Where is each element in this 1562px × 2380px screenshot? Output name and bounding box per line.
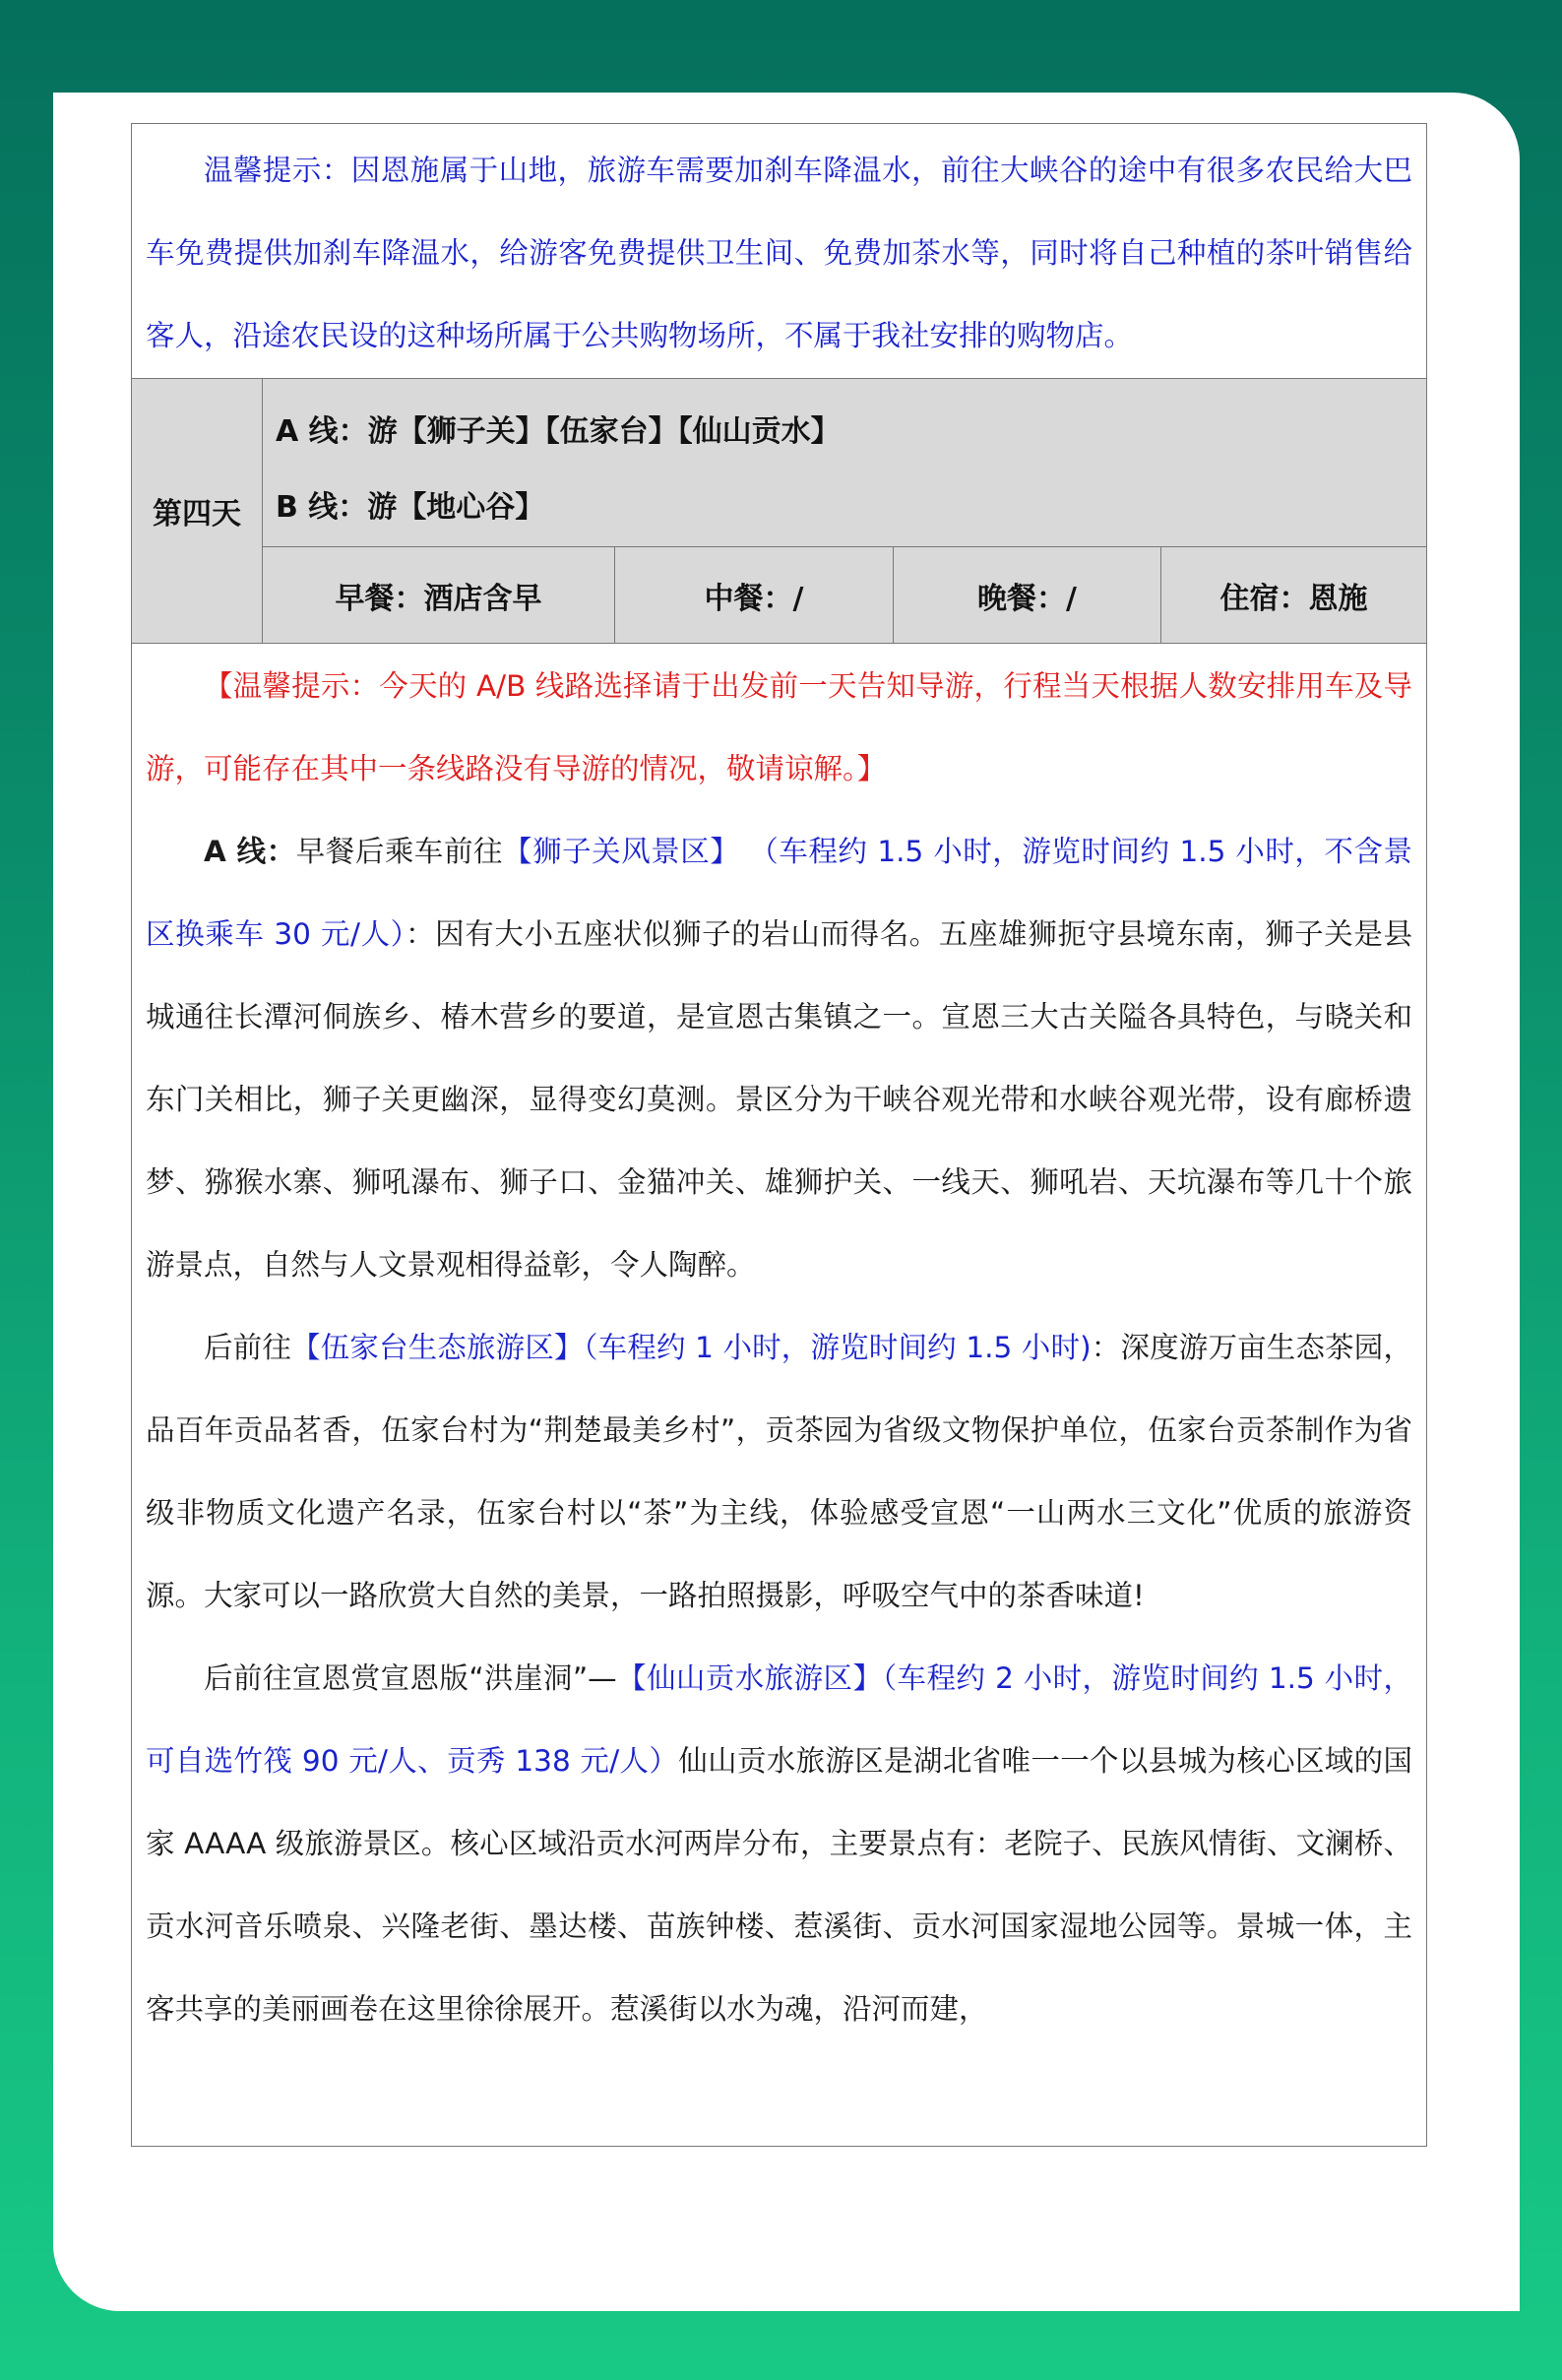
itinerary-table xyxy=(131,123,1427,2147)
trip-info: （车程约 2 小时，游览时间约 1.5 小时，可自选竹筏 90 元/人、贡秀 138 元/人） xyxy=(146,1661,1412,1778)
day-label: 第四天 xyxy=(132,379,263,643)
notice-section xyxy=(132,124,1426,379)
day-content xyxy=(132,644,1426,2146)
paragraph-wujiatai xyxy=(146,1306,1412,1637)
body-text: ：深度游万亩生态茶园，品百年贡品茗香，伍家台村为“荆楚最美乡村”，贡茶园为省级文物保护单位，伍家台贡茶制作为省级非物质文化遗产名录，伍家台村以“茶”为主线，体验感受宣恩“一山两水三文化”优质的旅游资源。大家可以一路欣赏大自然的美景，一路拍照摄影，呼吸空气中的茶香味道! xyxy=(146,1331,1412,1612)
route-b: B 线：游【地心谷】 xyxy=(276,490,545,525)
lead-text: 早餐后乘车前往 xyxy=(295,835,504,868)
lunch-cell: 中餐：/ xyxy=(615,547,894,643)
meal-row xyxy=(263,547,1426,643)
notice-text: 温馨提示：因恩施属于山地，旅游车需要加刹车降温水，前往大峡谷的途中有很多农民给大巴车免费提供加刹车降温水，给游客免费提供卫生间、免费加茶水等，同时将自己种植的茶叶销售给客人，沿途农民设的这种场所属于公共购物场所，不属于我社安排的购物店。 xyxy=(146,154,1412,352)
spot-name: 【伍家台生态旅游区】 xyxy=(291,1331,584,1364)
spot-name: 【狮子关风景区】 xyxy=(503,835,740,868)
paragraph-xianshan-gongshui xyxy=(146,1637,1412,2050)
trip-info: （车程约 1 小时，游览时间约 1.5 小时) xyxy=(583,1331,1092,1364)
breakfast-cell: 早餐：酒店含早 xyxy=(263,547,615,643)
day-details xyxy=(263,379,1426,643)
dinner-cell: 晚餐：/ xyxy=(894,547,1161,643)
lead-text: 后前往宣恩赏宣恩版“洪崖洞”— xyxy=(204,1661,617,1695)
day-header xyxy=(132,379,1426,644)
route-list xyxy=(263,379,1426,547)
spot-name: 【仙山贡水旅游区】 xyxy=(616,1661,883,1695)
lodging-cell: 住宿：恩施 xyxy=(1219,581,1368,616)
route-a: A 线：游【狮子关】【伍家台】【仙山贡水】 xyxy=(276,414,841,449)
trip-info: （车程约 1.5 小时，游览时间约 1.5 小时，不含景区换乘车 30 元/人） xyxy=(146,835,1412,951)
body-text: 仙山贡水旅游区是湖北省唯一一个以县城为核心区域的国家 AAAA 级旅游景区。核心区域沿贡水河两岸分布，主要景点有：老院子、民族风情街、文澜桥、贡水河音乐喷泉、兴隆老街、墨达楼、苗族钟楼、惹溪街、贡水河国家湿地公园等。景城一体，主客共享的美丽画卷在这里徐徐展开。惹溪街以水为魂，沿河而建， xyxy=(146,1744,1412,2026)
route-tip: 【温馨提示：今天的 A/B 线路选择请于出发前一天告知导游，行程当天根据人数安排用车及导游，可能存在其中一条线路没有导游的情况，敬请谅解。】 xyxy=(146,669,1412,785)
route-a-label: A 线： xyxy=(204,835,296,868)
paragraph-lion-pass xyxy=(146,810,1412,1306)
lead-text: 后前往 xyxy=(204,1331,292,1364)
body-text: ：因有大小五座状似狮子的岩山而得名。五座雄狮扼守县境东南，狮子关是县城通往长潭河侗族乡、椿木营乡的要道，是宣恩古集镇之一。宣恩三大古关隘各具特色，与晓关和东门关相比，狮子关更幽深，显得变幻莫测。景区分为干峡谷观光带和水峡谷观光带，设有廊桥遗梦、猕猴水寨、狮吼瀑布、狮子口、金猫冲关、雄狮护关、一线天、狮吼岩、天坑瀑布等几十个旅游景点，自然与人文景观相得益彰，令人陶醉。 xyxy=(146,917,1412,1282)
